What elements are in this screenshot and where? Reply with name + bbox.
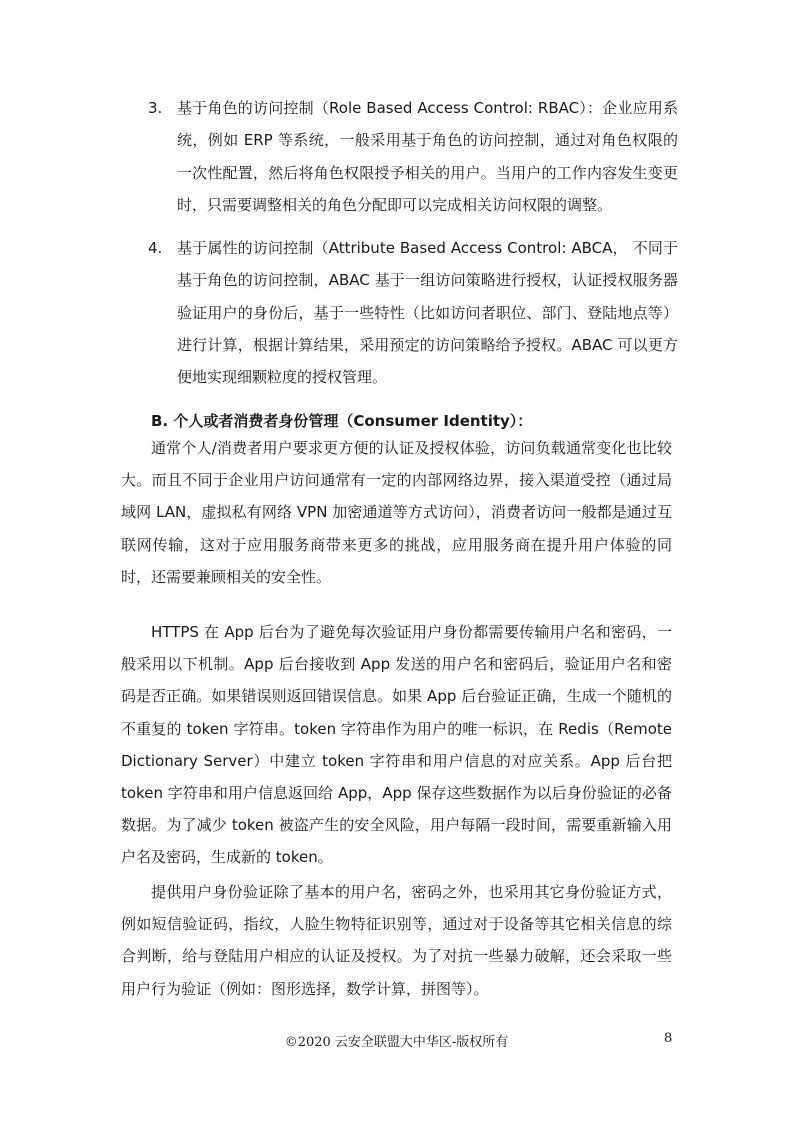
page-number: 8 bbox=[664, 1031, 673, 1046]
footer-copyright: ©2020 云安全联盟大中华区-版权所有 bbox=[284, 1035, 509, 1050]
list-item-rbac bbox=[148, 92, 678, 221]
list-item-text: 基于属性的访问控制（Attribute Based Access Control: ABCA， 不同于基于角色的访问控制，ABAC 基于一组访问策略进行授权，认证授权服务器验证用户的身份后，基于一些特性（比如访问者职位、部门、登陆地点等）进行计算，根据计算结果，采用预定的访问策略给予授权。ABAC 可以更方便地实现细颗粒度的授权管理。 bbox=[177, 239, 678, 387]
paragraph-https-token: HTTPS 在 App 后台为了避免每次验证用户身份都需要传输用户名和密码，一般采用以下机制。App 后台接收到 App 发送的用户名和密码后，验证用户名和密码是否正确。如果错误则返回错误信息。如果 App 后台验证正确，生成一个随机的不重复的 token 字符串。token 字符串作为用户的唯一标识，在 Redis（Remote Dictionary Server）中建立 token 字符串和用户信息的对应关系。App 后台把 token 字符串和用户信息返回给 App，App 保存这些数据作为以后身份验证的必备数据。为了减少 token 被盗产生的安全风险，用户每隔一段时间，需要重新输入用户名及密码，生成新的 token。 bbox=[121, 623, 672, 867]
list-number: 3. bbox=[148, 99, 163, 117]
list-item-text: 基于角色的访问控制（Role Based Access Control: RBAC）：企业应用系统，例如 ERP 等系统，一般采用基于角色的访问控制，通过对角色权限的一次性配置，然后将角色权限授予相关的用户。当用户的工作内容发生变更时，只需要调整相关的角色分配即可以完成相关访问权限的调整。 bbox=[177, 99, 678, 214]
section-heading: B. 个人或者消费者身份管理（Consumer Identity）： bbox=[151, 412, 533, 430]
paragraph-auth-methods: 提供用户身份验证除了基本的用户名，密码之外，也采用其它身份验证方式，例如短信验证码，指纹，人脸生物特征识别等，通过对于设备等其它相关信息的综合判断，给与登陆用户相应的认证及授权。为了对抗一些暴力破解，还会采取一些用户行为验证（例如：图形选择，数学计算，拼图等）。 bbox=[121, 883, 672, 998]
list-number: 4. bbox=[148, 239, 163, 257]
list-item-abac bbox=[148, 232, 678, 393]
paragraph-consumer-intro: 通常个人/消费者用户要求更方便的认证及授权体验，访问负载通常变化也比较大。而且不同于企业用户访问通常有一定的内部网络边界，接入渠道受控（通过局域网 LAN，虚拟私有网络 VPN 加密通道等方式访问），消费者访问一般都是通过互联网传输，这对于应用服务商带来更多的挑战，应用服务商在提升用户体验的同时，还需要兼顾相关的安全性。 bbox=[121, 439, 672, 586]
